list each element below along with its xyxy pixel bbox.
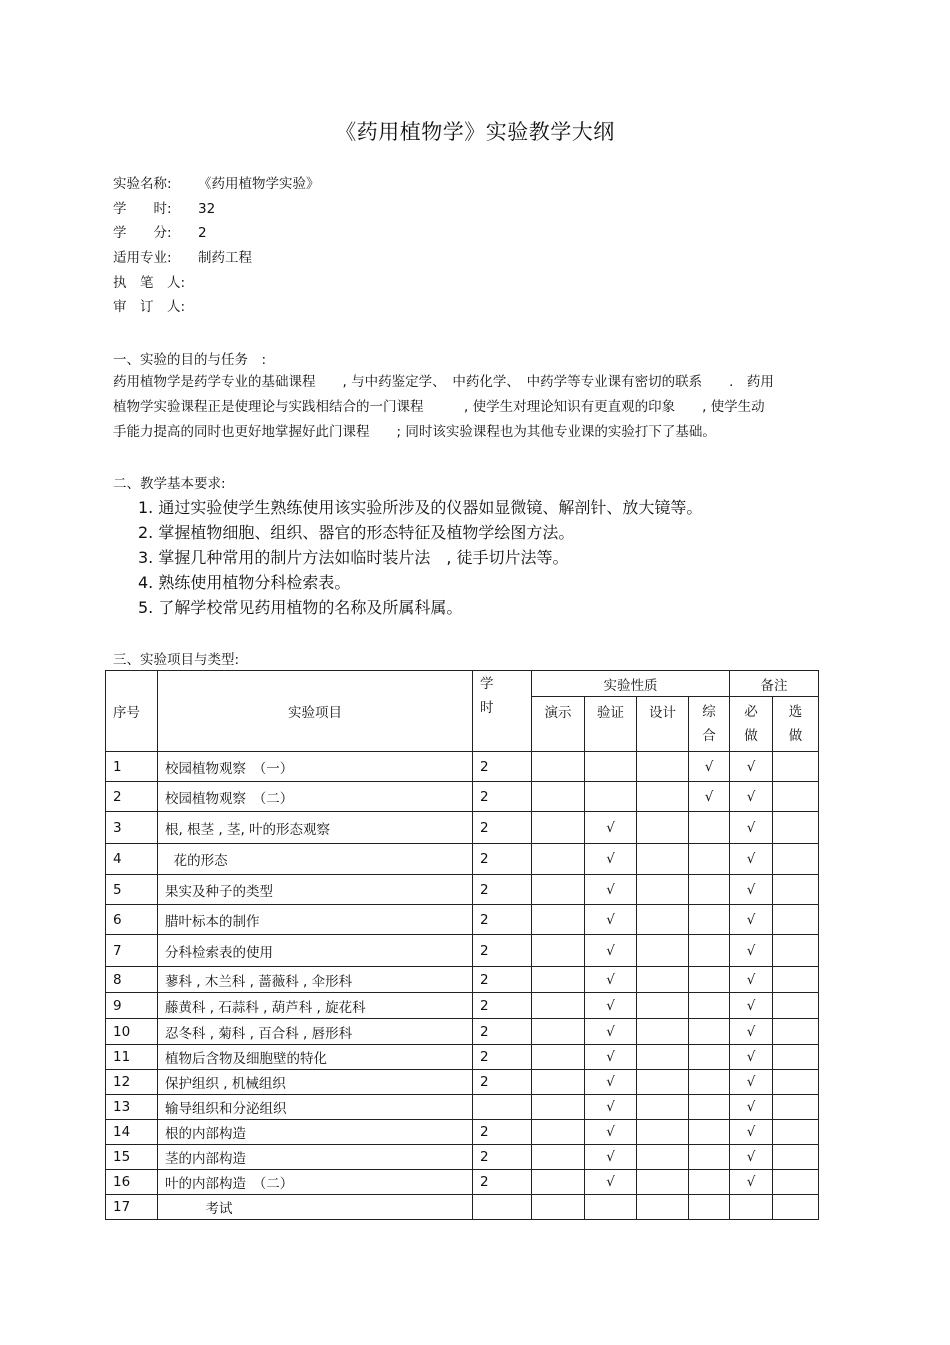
cell-item: 花的形态 [158, 844, 473, 875]
cell-verify: √ [585, 905, 637, 935]
cell-hours: 2 [473, 875, 532, 905]
cell-verify: √ [585, 844, 637, 875]
table-row [106, 1170, 819, 1195]
cell-hours: 2 [473, 1170, 532, 1195]
meta-value: 制药工程 [198, 250, 252, 267]
cell-hours: 2 [473, 935, 532, 967]
table-row [106, 875, 819, 905]
cell-item: 分科检索表的使用 [158, 935, 473, 967]
cell-comprehensive [689, 993, 730, 1019]
cell-demo [532, 812, 585, 844]
cell-hours: 2 [473, 967, 532, 993]
cell-comprehensive [689, 1045, 730, 1070]
cell-required: √ [730, 1170, 773, 1195]
cell-comprehensive [689, 1019, 730, 1045]
cell-verify: √ [585, 1145, 637, 1170]
cell-required: √ [730, 812, 773, 844]
cell-design [637, 1195, 689, 1220]
cell-item: 校园植物观察 （二） [158, 782, 473, 812]
header-hours: 学 时 [473, 671, 532, 752]
table-row [106, 1195, 819, 1220]
cell-no: 4 [106, 844, 158, 875]
cell-item: 叶的内部构造 （二） [158, 1170, 473, 1195]
table-row [106, 993, 819, 1019]
header-demo: 演示 [532, 697, 585, 752]
cell-demo [532, 905, 585, 935]
cell-design [637, 1045, 689, 1070]
cell-no: 9 [106, 993, 158, 1019]
cell-optional [773, 1070, 819, 1095]
cell-required [730, 1195, 773, 1220]
cell-comprehensive [689, 1120, 730, 1145]
cell-hours: 2 [473, 1145, 532, 1170]
paragraph-line: 植物学实验课程正是使理论与实践相结合的一门课程 , 使学生对理论知识有更直观的印象 , 使学生动 [113, 399, 765, 415]
cell-optional [773, 844, 819, 875]
cell-design [637, 752, 689, 782]
cell-verify [585, 1195, 637, 1220]
cell-hours: 2 [473, 752, 532, 782]
cell-optional [773, 875, 819, 905]
cell-required: √ [730, 993, 773, 1019]
cell-comprehensive [689, 1170, 730, 1195]
meta-row [113, 271, 320, 296]
cell-required: √ [730, 1095, 773, 1120]
cell-design [637, 1120, 689, 1145]
cell-demo [532, 1019, 585, 1045]
cell-optional [773, 905, 819, 935]
table-row [106, 1095, 819, 1120]
cell-comprehensive [689, 1145, 730, 1170]
cell-demo [532, 1145, 585, 1170]
table-row [106, 844, 819, 875]
cell-hours: 2 [473, 1045, 532, 1070]
cell-optional [773, 1095, 819, 1120]
cell-optional [773, 752, 819, 782]
meta-key: 适用专业: [113, 250, 172, 267]
cell-design [637, 1019, 689, 1045]
cell-no: 6 [106, 905, 158, 935]
cell-demo [532, 1120, 585, 1145]
cell-hours: 2 [473, 782, 532, 812]
cell-optional [773, 1170, 819, 1195]
cell-comprehensive: √ [689, 782, 730, 812]
section-2-heading: 二、教学基本要求: [113, 476, 226, 492]
cell-item: 藤黄科 , 石蒜科 , 葫芦科 , 旋花科 [158, 993, 473, 1019]
cell-hours: 2 [473, 1070, 532, 1095]
cell-optional [773, 1019, 819, 1045]
cell-item: 蓼科 , 木兰科 , 蔷薇科 , 伞形科 [158, 967, 473, 993]
requirement-item: 5. 了解学校常见药用植物的名称及所属科属。 [138, 598, 463, 617]
cell-no: 16 [106, 1170, 158, 1195]
cell-hours: 2 [473, 844, 532, 875]
requirements-list [138, 495, 702, 620]
cell-demo [532, 1045, 585, 1070]
cell-no: 17 [106, 1195, 158, 1220]
cell-item: 保护组织 , 机械组织 [158, 1070, 473, 1095]
cell-no: 11 [106, 1045, 158, 1070]
cell-item: 茎的内部构造 [158, 1145, 473, 1170]
cell-verify: √ [585, 1070, 637, 1095]
cell-comprehensive [689, 1195, 730, 1220]
cell-required: √ [730, 935, 773, 967]
cell-design [637, 782, 689, 812]
cell-demo [532, 1070, 585, 1095]
requirement-item: 4. 熟练使用植物分科检索表。 [138, 573, 351, 592]
cell-design [637, 967, 689, 993]
cell-design [637, 875, 689, 905]
table-row [106, 1045, 819, 1070]
cell-comprehensive [689, 844, 730, 875]
cell-item: 校园植物观察 （一） [158, 752, 473, 782]
cell-verify [585, 752, 637, 782]
cell-design [637, 1070, 689, 1095]
cell-item: 忍冬科 , 菊科 , 百合科 , 唇形科 [158, 1019, 473, 1045]
cell-no: 2 [106, 782, 158, 812]
cell-item: 植物后含物及细胞壁的特化 [158, 1045, 473, 1070]
cell-item: 根, 根茎 , 茎, 叶的形态观察 [158, 812, 473, 844]
page-title: 《药用植物学》实验教学大纲 [335, 120, 615, 144]
cell-design [637, 935, 689, 967]
cell-item: 果实及种子的类型 [158, 875, 473, 905]
meta-row [113, 172, 320, 197]
cell-required: √ [730, 1070, 773, 1095]
cell-verify: √ [585, 1170, 637, 1195]
cell-comprehensive [689, 967, 730, 993]
header-remark: 备注 [730, 671, 819, 697]
cell-hours: 2 [473, 1120, 532, 1145]
cell-optional [773, 993, 819, 1019]
cell-design [637, 844, 689, 875]
cell-design [637, 1095, 689, 1120]
meta-row [113, 295, 320, 320]
cell-verify: √ [585, 993, 637, 1019]
cell-no: 15 [106, 1145, 158, 1170]
cell-optional [773, 935, 819, 967]
cell-verify [585, 782, 637, 812]
cell-demo [532, 1170, 585, 1195]
cell-demo [532, 967, 585, 993]
header-design: 设计 [637, 697, 689, 752]
table-row [106, 935, 819, 967]
cell-item: 根的内部构造 [158, 1120, 473, 1145]
header-item: 实验项目 [158, 671, 473, 752]
cell-item: 输导组织和分泌组织 [158, 1095, 473, 1120]
header-comprehensive: 综 合 [689, 697, 730, 752]
meta-key: 学 分: [113, 225, 172, 242]
section-1-paragraph [113, 370, 835, 445]
cell-verify: √ [585, 967, 637, 993]
cell-optional [773, 812, 819, 844]
meta-key: 学 时: [113, 200, 172, 217]
cell-comprehensive: √ [689, 752, 730, 782]
cell-design [637, 993, 689, 1019]
paragraph-line: 手能力提高的同时也更好地掌握好此门课程 ; 同时该实验课程也为其他专业课的实验打下了基础。 [113, 424, 716, 440]
paragraph-line: 药用植物学是药学专业的基础课程 , 与中药鉴定学、 中药化学、 中药学等专业课有密切的联系 . 药用 [113, 374, 774, 390]
table-row [106, 1070, 819, 1095]
cell-optional [773, 967, 819, 993]
cell-hours: 2 [473, 905, 532, 935]
header-required: 必 做 [730, 697, 773, 752]
cell-required: √ [730, 1120, 773, 1145]
cell-no: 5 [106, 875, 158, 905]
cell-required: √ [730, 1019, 773, 1045]
table-row [106, 812, 819, 844]
cell-design [637, 812, 689, 844]
cell-demo [532, 993, 585, 1019]
course-meta [113, 172, 320, 320]
meta-value: 32 [198, 200, 216, 217]
table-row [106, 1019, 819, 1045]
table-row [106, 967, 819, 993]
cell-verify: √ [585, 1095, 637, 1120]
cell-required: √ [730, 905, 773, 935]
cell-item: 考试 [158, 1195, 473, 1220]
meta-row [113, 221, 320, 246]
cell-demo [532, 1195, 585, 1220]
cell-no: 3 [106, 812, 158, 844]
cell-demo [532, 844, 585, 875]
table-row [106, 1120, 819, 1145]
table-row [106, 905, 819, 935]
cell-item: 腊叶标本的制作 [158, 905, 473, 935]
cell-hours: 2 [473, 993, 532, 1019]
cell-demo [532, 1095, 585, 1120]
meta-key: 执 笔 人: [113, 274, 186, 291]
cell-comprehensive [689, 905, 730, 935]
cell-hours [473, 1095, 532, 1120]
cell-comprehensive [689, 1095, 730, 1120]
cell-comprehensive [689, 935, 730, 967]
header-verify: 验证 [585, 697, 637, 752]
cell-no: 1 [106, 752, 158, 782]
cell-required: √ [730, 782, 773, 812]
cell-demo [532, 875, 585, 905]
cell-no: 8 [106, 967, 158, 993]
cell-verify: √ [585, 935, 637, 967]
cell-demo [532, 782, 585, 812]
cell-required: √ [730, 752, 773, 782]
cell-design [637, 905, 689, 935]
meta-value: 2 [198, 225, 207, 242]
requirement-item: 1. 通过实验使学生熟练使用该实验所涉及的仪器如显微镜、解剖针、放大镜等。 [138, 498, 703, 517]
cell-hours [473, 1195, 532, 1220]
meta-row [113, 246, 320, 271]
cell-required: √ [730, 1145, 773, 1170]
cell-no: 13 [106, 1095, 158, 1120]
meta-value: 《药用植物学实验》 [198, 176, 320, 192]
cell-required: √ [730, 875, 773, 905]
requirement-item: 3. 掌握几种常用的制片方法如临时装片法 , 徒手切片法等。 [138, 548, 569, 567]
meta-key: 审 订 人: [113, 299, 186, 316]
table-header-row [106, 671, 819, 697]
cell-verify: √ [585, 812, 637, 844]
cell-optional [773, 1120, 819, 1145]
cell-no: 7 [106, 935, 158, 967]
cell-verify: √ [585, 1045, 637, 1070]
cell-comprehensive [689, 812, 730, 844]
cell-optional [773, 1145, 819, 1170]
cell-verify: √ [585, 1019, 637, 1045]
cell-no: 12 [106, 1070, 158, 1095]
section-1-heading: 一、实验的目的与任务 : [113, 352, 267, 368]
cell-demo [532, 935, 585, 967]
section-3-heading: 三、实验项目与类型: [113, 652, 240, 668]
cell-comprehensive [689, 875, 730, 905]
cell-optional [773, 1045, 819, 1070]
cell-no: 10 [106, 1019, 158, 1045]
cell-verify: √ [585, 1120, 637, 1145]
cell-no: 14 [106, 1120, 158, 1145]
cell-hours: 2 [473, 812, 532, 844]
table-row [106, 752, 819, 782]
cell-required: √ [730, 967, 773, 993]
cell-required: √ [730, 844, 773, 875]
header-nature: 实验性质 [532, 671, 730, 697]
cell-optional [773, 1195, 819, 1220]
cell-design [637, 1145, 689, 1170]
cell-verify: √ [585, 875, 637, 905]
header-optional: 选 做 [773, 697, 819, 752]
experiment-table [105, 670, 819, 1220]
header-no: 序号 [106, 671, 158, 752]
cell-hours: 2 [473, 1019, 532, 1045]
meta-row [113, 197, 320, 222]
table-row [106, 1145, 819, 1170]
table-row [106, 782, 819, 812]
cell-required: √ [730, 1045, 773, 1070]
requirement-item: 2. 掌握植物细胞、组织、器官的形态特征及植物学绘图方法。 [138, 523, 575, 542]
meta-key: 实验名称: [113, 176, 172, 192]
cell-design [637, 1170, 689, 1195]
cell-comprehensive [689, 1070, 730, 1095]
cell-demo [532, 752, 585, 782]
cell-optional [773, 782, 819, 812]
